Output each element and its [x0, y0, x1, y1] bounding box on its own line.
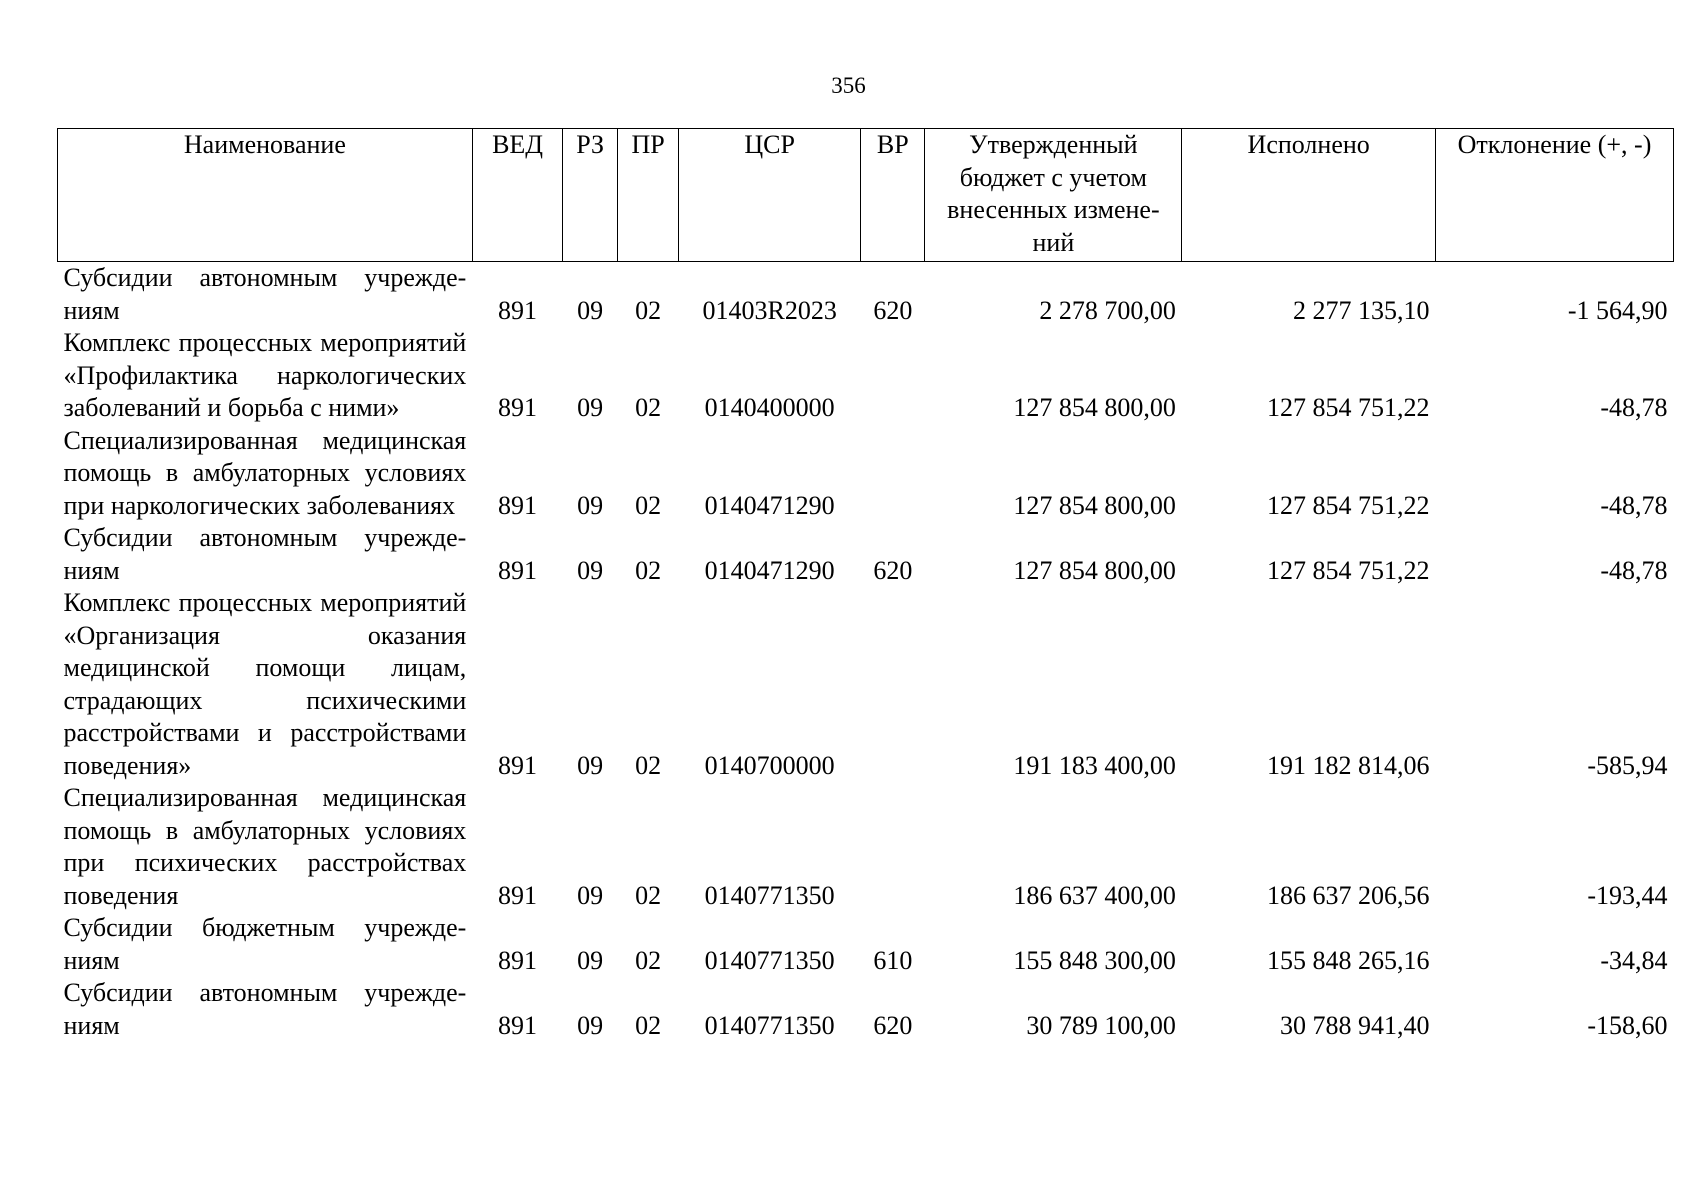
row-executed: 30 788 941,40 [1280, 1010, 1430, 1040]
row-pr: 02 [635, 945, 662, 975]
row-approved: 127 854 800,00 [1013, 490, 1176, 520]
row-executed: 127 854 751,22 [1267, 393, 1430, 422]
row-rz: 09 [577, 295, 604, 325]
row-deviation: -158,60 [1587, 1010, 1668, 1040]
row-rz: 09 [577, 490, 604, 520]
row-vr [861, 327, 925, 425]
row-rz: 09 [577, 750, 604, 780]
row-executed: 127 854 751,22 [1267, 555, 1430, 585]
header-ved: ВЕД [472, 129, 563, 262]
row-approved: 127 854 800,00 [1013, 393, 1176, 422]
row-rz: 09 [577, 393, 604, 422]
row-rz: 09 [577, 555, 604, 585]
row-ved: 891 [498, 295, 538, 325]
row-deviation: -585,94 [1587, 750, 1668, 780]
row-csr: 0140771350 [704, 945, 835, 975]
row-vr: 620 [873, 1010, 913, 1040]
row-approved: 127 854 800,00 [1013, 555, 1176, 585]
row-csr: 0140700000 [704, 750, 835, 780]
row-pr: 02 [635, 490, 662, 520]
row-name: Субсидии бюджетным учрежде-ниям [63, 913, 467, 975]
row-ved: 891 [498, 750, 538, 780]
row-deviation: -48,78 [1600, 490, 1668, 520]
row-vr [861, 425, 925, 523]
row-name: Субсидии автономным учрежде-ниям [63, 263, 467, 325]
row-pr: 02 [635, 880, 662, 910]
row-executed: 127 854 751,22 [1267, 490, 1430, 520]
row-vr [861, 782, 925, 912]
row-csr: 0140471290 [704, 490, 835, 520]
row-name: Комплекс процессных мероприятий «Профилактика наркологических заболеваний и борьба с ними» [63, 328, 467, 422]
row-csr: 0140771350 [704, 880, 835, 910]
table-row [58, 327, 1674, 425]
row-name: Специализированная медицинская помощь в амбулаторных условиях при наркологических заболеваниях [63, 425, 467, 520]
row-vr: 620 [873, 555, 913, 585]
row-rz: 09 [577, 945, 604, 975]
header-name: Наименование [58, 129, 473, 262]
row-pr: 02 [635, 750, 662, 780]
row-deviation: -34,84 [1600, 945, 1668, 975]
row-name: Субсидии автономным учрежде-ниям [63, 523, 467, 585]
row-deviation: -48,78 [1600, 555, 1668, 585]
row-pr: 02 [635, 555, 662, 585]
budget-table [57, 128, 1674, 1042]
row-ved: 891 [498, 945, 538, 975]
table-row [58, 587, 1674, 782]
header-pr: ПР [618, 129, 679, 262]
row-approved: 155 848 300,00 [1013, 945, 1176, 975]
table-row [58, 425, 1674, 523]
table-row [58, 977, 1674, 1042]
row-vr [861, 587, 925, 782]
row-pr: 02 [635, 295, 662, 325]
row-rz: 09 [577, 880, 604, 910]
row-executed: 155 848 265,16 [1267, 945, 1430, 975]
table-row [58, 912, 1674, 977]
row-pr: 02 [635, 393, 662, 422]
row-approved: 191 183 400,00 [1013, 750, 1176, 780]
row-approved: 30 789 100,00 [1026, 1010, 1176, 1040]
row-csr: 01403R2023 [702, 295, 837, 325]
header-csr: ЦСР [679, 129, 861, 262]
row-vr: 610 [873, 945, 913, 975]
header-executed: Исполнено [1182, 129, 1436, 262]
row-csr: 0140400000 [704, 393, 835, 422]
row-ved: 891 [498, 490, 538, 520]
row-approved: 186 637 400,00 [1013, 880, 1176, 910]
row-executed: 2 277 135,10 [1293, 295, 1430, 325]
row-csr: 0140471290 [704, 555, 835, 585]
row-ved: 891 [498, 1010, 538, 1040]
row-executed: 186 637 206,56 [1267, 880, 1430, 910]
table-row [58, 522, 1674, 587]
row-deviation: -193,44 [1587, 880, 1668, 910]
header-vr: ВР [861, 129, 925, 262]
page-number: 356 [831, 73, 866, 98]
table-header-row [58, 129, 1674, 262]
row-rz: 09 [577, 1010, 604, 1040]
row-deviation: -48,78 [1600, 393, 1668, 422]
header-rz: РЗ [563, 129, 618, 262]
row-approved: 2 278 700,00 [1039, 295, 1176, 325]
row-csr: 0140771350 [704, 1010, 835, 1040]
row-vr: 620 [873, 295, 913, 325]
row-pr: 02 [635, 1010, 662, 1040]
table-row [58, 262, 1674, 328]
row-ved: 891 [498, 555, 538, 585]
header-approved: Утвержденный бюджет с учетом внесенных измене-ний [925, 129, 1182, 262]
row-executed: 191 182 814,06 [1267, 750, 1430, 780]
row-name: Субсидии автономным учрежде-ниям [63, 978, 467, 1040]
row-name: Комплекс процессных мероприятий «Организация оказания медицинской помощи лицам, страдающих психическими расстройствами и расстройствами поведения» [63, 588, 467, 780]
row-deviation: -1 564,90 [1567, 295, 1668, 325]
row-ved: 891 [498, 393, 538, 422]
row-ved: 891 [498, 880, 538, 910]
header-deviation: Отклонение (+, -) [1436, 129, 1674, 262]
table-row [58, 782, 1674, 912]
row-name: Специализированная медицинская помощь в амбулаторных условиях при психических расстройствах поведения [63, 783, 467, 910]
